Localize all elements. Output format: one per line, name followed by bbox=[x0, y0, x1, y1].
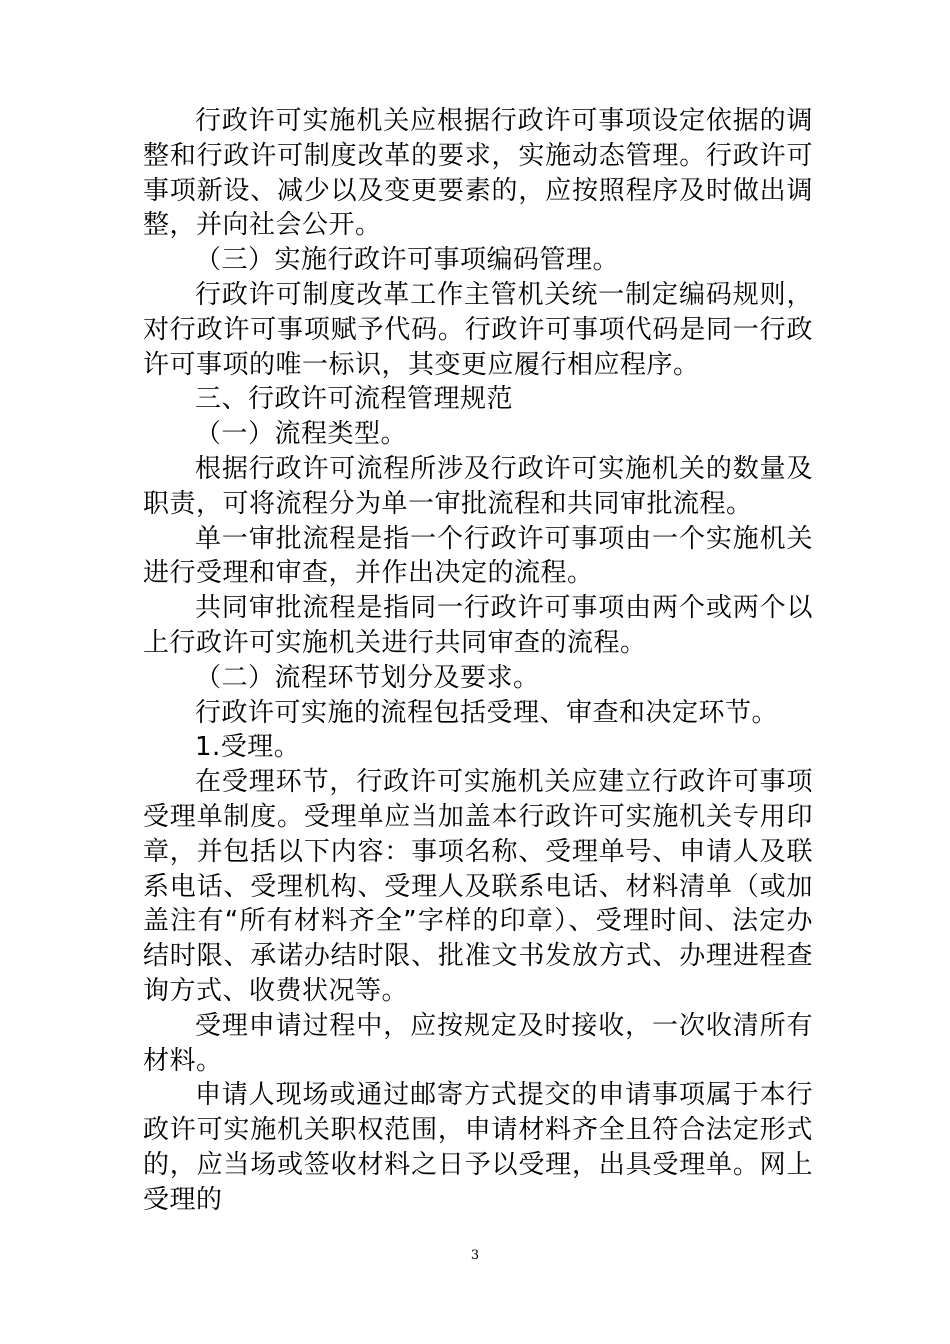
paragraph-acceptance-form: 在受理环节，行政许可实施机关应建立行政许可事项受理单制度。受理单应当加盖本行政许可实施机关专用印章，并包括以下内容：事项名称、受理单号、申请人及联系电话、受理机构、受理人及联系电话、材料清单（或加盖注有“所有材料齐全”字样的印章）、受理时间、法定办结时限、承诺办结时限、批准文书发放方式、办理进程查询方式、收费状况等。 bbox=[143, 767, 813, 1006]
paragraph-acceptance-process: 受理申请过程中，应按规定及时接收，一次收清所有材料。 bbox=[143, 1010, 813, 1076]
paragraph-coding-rules: 行政许可制度改革工作主管机关统一制定编码规则，对行政许可事项赋予代码。行政许可事项代码是同一行政许可事项的唯一标识，其变更应履行相应程序。 bbox=[143, 279, 813, 380]
paragraph-stages-overview: 行政许可实施的流程包括受理、审查和决定环节。 bbox=[195, 697, 779, 728]
paragraph-single-approval: 单一审批流程是指一个行政许可事项由一个实施机关进行受理和审查，并作出决定的流程。 bbox=[143, 523, 813, 589]
heading-process-stages: （二）流程环节划分及要求。 bbox=[195, 662, 540, 693]
paragraph-onsite-acceptance: 申请人现场或通过邮寄方式提交的申请事项属于本行政许可实施机关职权范围，申请材料齐全且符合法定形式的，应当场或签收材料之日予以受理，出具受理单。网上受理的 bbox=[143, 1080, 813, 1215]
heading-coding-management: （三）实施行政许可事项编码管理。 bbox=[195, 245, 620, 276]
heading-acceptance: 1.受理。 bbox=[195, 732, 301, 763]
document-body bbox=[143, 104, 813, 1218]
heading-process-types: （一）流程类型。 bbox=[195, 419, 408, 450]
section-heading-process-norms: 三、行政许可流程管理规范 bbox=[195, 384, 514, 415]
paragraph-dynamic-management: 行政许可实施机关应根据行政许可事项设定依据的调整和行政许可制度改革的要求，实施动态管理。行政许可事项新设、减少以及变更要素的，应按照程序及时做出调整，并向社会公开。 bbox=[143, 106, 813, 241]
paragraph-process-classification: 根据行政许可流程所涉及行政许可实施机关的数量及职责，可将流程分为单一审批流程和共同审批流程。 bbox=[143, 453, 813, 519]
page-number: 3 bbox=[470, 1248, 480, 1263]
paragraph-joint-approval: 共同审批流程是指同一行政许可事项由两个或两个以上行政许可实施机关进行共同审查的流程。 bbox=[143, 593, 813, 658]
